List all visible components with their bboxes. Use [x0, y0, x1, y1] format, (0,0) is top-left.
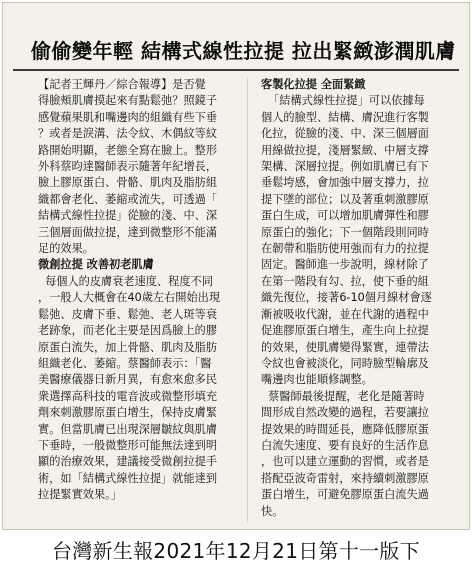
article-line: 織都會老化、萎縮或流失，可透過「: [38, 192, 218, 206]
article-line: 拉提緊實效果。」: [38, 488, 122, 502]
article-line: 搭配亞波奇雷射，來持續刺激膠原: [261, 471, 429, 485]
article-line: 每個人的皮膚衰老速度、程度不同: [38, 274, 213, 288]
article-line: 老跡象，而老化主要是因爲臉上的膠: [38, 324, 218, 338]
article-headline: 偷偷變年輕 結構式線性拉提 拉出緊緻澎潤肌膚: [31, 39, 456, 63]
article-line: 促進膠原蛋白增生，產生向上拉提: [261, 324, 429, 338]
article-line: 得臉頰肌膚摸起來有點鬆弛？照鏡子: [38, 94, 218, 108]
source-caption: 台灣新生報2021年12月21日第十一版下: [51, 539, 421, 563]
section-subheading: 微創拉提 改善初老肌膚: [38, 258, 154, 272]
headline-divider: [13, 69, 459, 71]
article-line: 蛋白增生，可避免膠原蛋白流失過: [261, 488, 429, 502]
article-line: 足的效果。: [38, 242, 94, 256]
article-line: 間形成自然改變的過程，若要讓拉: [261, 406, 429, 420]
newspaper-clipping: [2, 2, 470, 530]
article-line: 感覺蘋果肌和嘴邊肉的組織有些下垂: [38, 110, 218, 124]
article-line: 提效果的時間延長，應降低膠原蛋: [261, 422, 429, 436]
article-line: ？或者是淚溝、法令紋、木偶紋等紋: [38, 127, 218, 141]
article-line: 個人的臉型、結構、膚況進行客製: [261, 110, 429, 124]
article-line: 提下墜的部位；以及著重刺激膠原: [261, 192, 429, 206]
article-line: ，一般人大概會在40歲左右開始出現: [38, 291, 221, 305]
article-line: 外科蔡昀達醫師表示隨著年紀增長，: [38, 160, 218, 174]
article-line: 在韌帶和脂肪使用強而有力的拉提: [261, 242, 429, 256]
article-line: 美醫療儀器日新月異，有愈來愈多民: [38, 373, 218, 387]
article-left-column: [38, 77, 220, 504]
article-line: 術，如「結構式線性拉提」就能達到: [38, 471, 218, 485]
article-line: 用線做拉提，淺層緊緻、中層支撐: [261, 143, 429, 157]
article-line: 漸被吸收代謝，並在代謝的過程中: [261, 307, 429, 321]
article-line: 蛋白生成，可以增加肌膚彈性和膠: [261, 209, 429, 223]
section-subheading: 客製化拉提 全面緊緻: [261, 78, 366, 91]
article-line: 快。: [261, 504, 284, 518]
article-line: 架構、深層拉提。例如肌膚已有下: [261, 160, 429, 174]
article-line: 嘴邊肉也能順修調整。: [261, 373, 373, 387]
article-line: 固定。醫師進一步說明，線材除了: [261, 258, 429, 272]
article-line: 顯的治療效果，建議接受微創拉提手: [38, 455, 218, 469]
article-line: 原蛋白流失，加上骨骼、肌肉及脂肪: [38, 340, 218, 354]
article-line: 垂鬆垮感，會加強中層支撐力，拉: [261, 176, 429, 190]
article-line: 令紋也會被淡化，同時臉型輪廓及: [261, 356, 429, 370]
article-line: 劑來刺激膠原蛋白增生，保持皮膚緊: [38, 406, 218, 420]
article-line: 下垂時，一般微整形可能無法達到明: [38, 438, 218, 452]
article-line: 的效果，使肌膚變得緊實，連帶法: [261, 340, 429, 354]
column-gutter: [247, 77, 248, 523]
article-line: 臉上膠原蛋白、骨骼、肌肉及脂肪組: [38, 176, 218, 190]
article-line: 組織老化、萎縮。蔡醫師表示：「醫: [38, 356, 212, 370]
article-line: 衆選擇高科技的電音波或微整形填充: [38, 389, 218, 403]
article-line: 白流失速度、要有良好的生活作息: [261, 438, 429, 452]
article-line: 結構式線性拉提」從臉的淺、中、深: [38, 209, 218, 223]
article-line: 化拉，從臉的淺、中、深三個層面: [261, 127, 429, 141]
article-line: 實。但當肌膚已出現深層皺紋與肌膚: [38, 422, 218, 436]
article-line: 路開始明顯，老態全寫在臉上。整形: [38, 143, 218, 157]
article-line: 織先復位，接著6-10個月線材會逐: [261, 291, 432, 305]
article-right-column: [261, 77, 432, 520]
article-line: 蔡醫師最後提醒，老化是隨著時: [261, 389, 425, 403]
article-line: 三個層面做拉提，達到微整形不能滿: [38, 225, 218, 239]
article-line: 原蛋白的強化；下一個階段則同時: [261, 225, 429, 239]
article-line: ，也可以建立運動的習慣，或者是: [261, 455, 429, 469]
article-line: 【記者王輝丹／綜合報導】是否覺: [38, 78, 206, 91]
article-line: 在第一階段有勾、拉，使下垂的組: [261, 274, 429, 288]
article-line: 「結構式線性拉提」可以依據每: [261, 94, 425, 108]
article-line: 鬆弛、皮膚下垂、鬆弛、老人斑等衰: [38, 307, 218, 321]
